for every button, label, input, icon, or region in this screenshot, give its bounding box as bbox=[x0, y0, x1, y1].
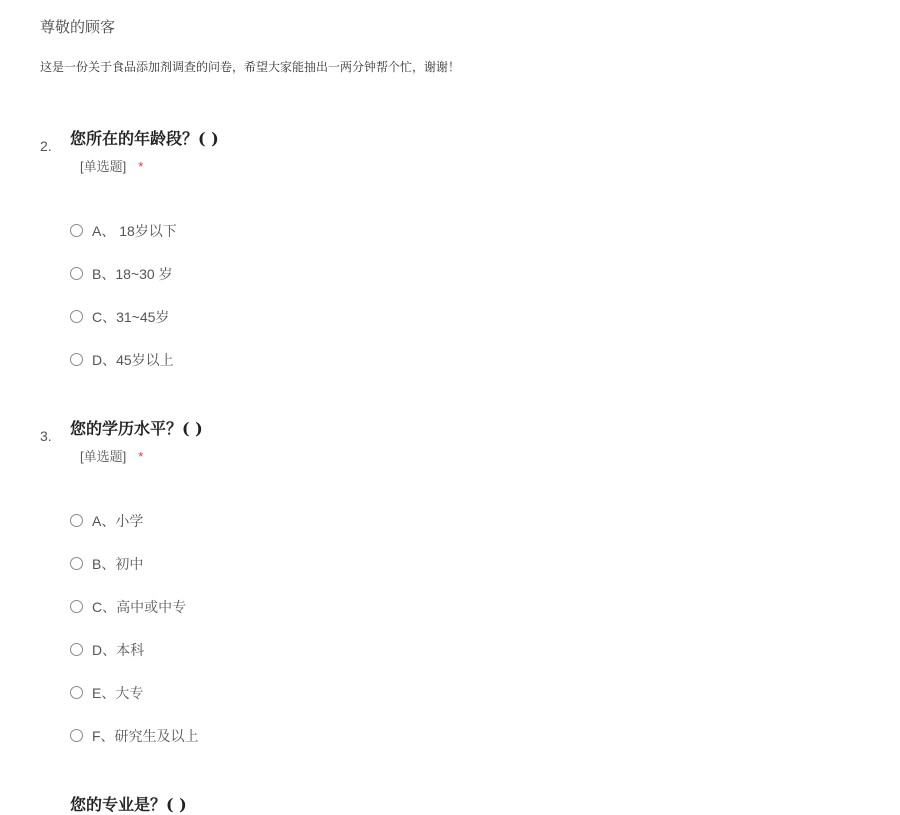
radio-button[interactable] bbox=[70, 514, 83, 527]
radio-button[interactable] bbox=[70, 353, 83, 366]
radio-button[interactable] bbox=[70, 600, 83, 613]
question-type-label: [单选题] bbox=[80, 449, 127, 464]
question-education bbox=[40, 416, 860, 766]
option-edu-c[interactable] bbox=[70, 598, 199, 641]
option-label: B、18~30 岁 bbox=[92, 266, 173, 282]
question-age bbox=[40, 126, 860, 386]
options-list bbox=[70, 222, 177, 394]
question-number: 2. bbox=[40, 138, 52, 154]
survey-intro: 这是一份关于食品添加剂调查的问卷，希望大家能抽出一两分钟帮个忙，谢谢！ bbox=[40, 60, 461, 74]
radio-button[interactable] bbox=[70, 686, 83, 699]
option-label: C、31~45岁 bbox=[92, 309, 170, 325]
option-edu-d[interactable] bbox=[70, 641, 199, 684]
option-age-a[interactable] bbox=[70, 222, 177, 265]
option-label: E、大专 bbox=[92, 685, 144, 701]
question-type-label: [单选题] bbox=[80, 159, 127, 174]
radio-button[interactable] bbox=[70, 267, 83, 280]
option-age-b[interactable] bbox=[70, 265, 177, 308]
option-age-c[interactable] bbox=[70, 308, 177, 351]
question-number: 3. bbox=[40, 428, 52, 444]
option-edu-b[interactable] bbox=[70, 555, 199, 598]
required-mark: * bbox=[138, 449, 144, 464]
option-label: F、研究生及以上 bbox=[92, 728, 199, 744]
question-type bbox=[80, 446, 143, 465]
option-label: B、初中 bbox=[92, 556, 144, 572]
option-label: C、高中或中专 bbox=[92, 599, 187, 615]
radio-button[interactable] bbox=[70, 310, 83, 323]
radio-button[interactable] bbox=[70, 643, 83, 656]
option-edu-f[interactable] bbox=[70, 727, 199, 770]
question-title: 您的专业是？( ) bbox=[70, 795, 187, 814]
radio-button[interactable] bbox=[70, 729, 83, 742]
option-age-d[interactable] bbox=[70, 351, 177, 394]
option-label: D、本科 bbox=[92, 642, 145, 658]
required-mark: * bbox=[138, 159, 144, 174]
option-label: D、45岁以上 bbox=[92, 352, 174, 368]
option-label: A、 18岁以下 bbox=[92, 223, 177, 239]
question-major bbox=[40, 790, 860, 814]
question-type bbox=[80, 156, 143, 175]
question-title: 您所在的年龄段？( ) bbox=[70, 129, 219, 148]
radio-button[interactable] bbox=[70, 557, 83, 570]
option-edu-e[interactable] bbox=[70, 684, 199, 727]
greeting-title: 尊敬的顾客 bbox=[40, 19, 116, 36]
option-label: A、小学 bbox=[92, 513, 144, 529]
question-title: 您的学历水平？( ) bbox=[70, 419, 203, 438]
radio-button[interactable] bbox=[70, 224, 83, 237]
option-edu-a[interactable] bbox=[70, 512, 199, 555]
options-list bbox=[70, 512, 199, 770]
